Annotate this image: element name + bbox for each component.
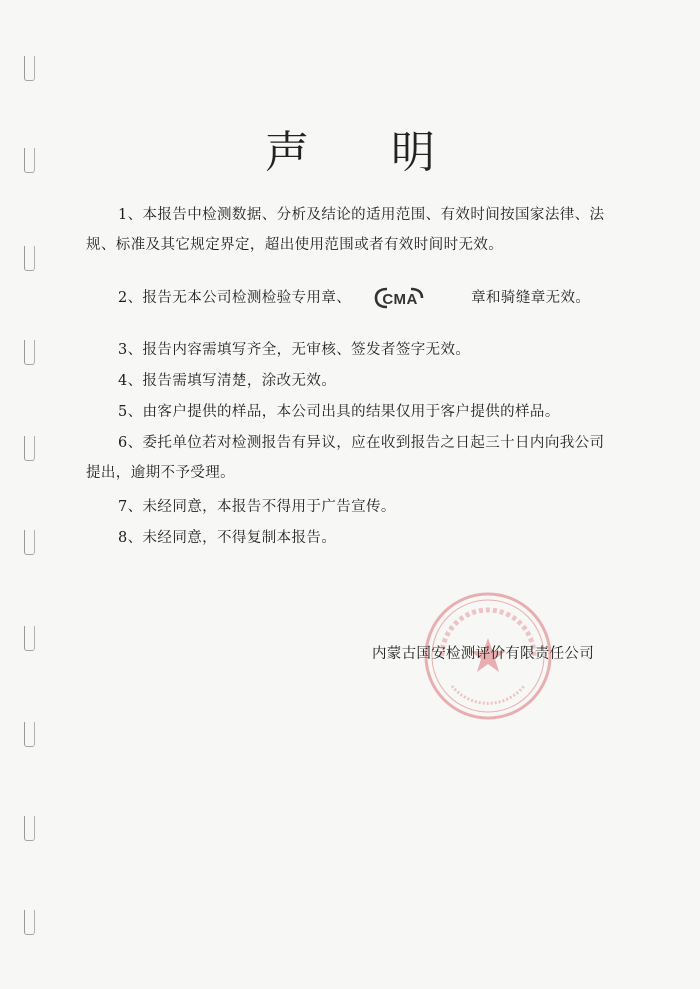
clause-3: 3、报告内容需填写齐全，无审核、签发者签字无效。 — [118, 342, 471, 358]
clause-5: 5、由客户提供的样品，本公司出具的结果仅用于客户提供的样品。 — [118, 404, 560, 420]
cma-logo-text: CMA — [382, 291, 418, 308]
clause-2-text-before: 2、报告无本公司检测检验专用章、 — [118, 290, 352, 306]
binding-hole — [24, 910, 35, 935]
binding-hole — [24, 816, 35, 841]
company-signature-block — [360, 632, 650, 672]
binding-hole — [24, 246, 35, 271]
binding-hole — [24, 340, 35, 365]
binding-hole — [24, 722, 35, 747]
clause-2 — [86, 283, 616, 313]
binding-hole — [24, 436, 35, 461]
clause-1: 1、本报告中检测数据、分析及结论的适用范围、有效时间按国家法律、法规、标准及其它规定界定，超出使用范围或者有效时间时无效。 — [86, 207, 605, 253]
clause-2-text-after: 章和骑缝章无效。 — [471, 290, 591, 306]
clause-8: 8、未经同意，不得复制本报告。 — [118, 530, 337, 546]
clause-6: 6、委托单位若对检测报告有异议，应在收到报告之日起三十日内向我公司提出，逾期不予受理。 — [86, 435, 605, 481]
binding-hole — [24, 530, 35, 555]
company-name: 内蒙古国安检测评价有限责任公司 — [372, 646, 594, 662]
binding-hole — [24, 626, 35, 651]
clause-4: 4、报告需填写清楚，涂改无效。 — [118, 373, 337, 389]
page-title: 声 明 — [265, 127, 469, 178]
clause-7: 7、未经同意，本报告不得用于广告宣传。 — [118, 499, 396, 515]
binding-hole — [24, 56, 35, 81]
cma-logo-icon — [373, 286, 425, 310]
